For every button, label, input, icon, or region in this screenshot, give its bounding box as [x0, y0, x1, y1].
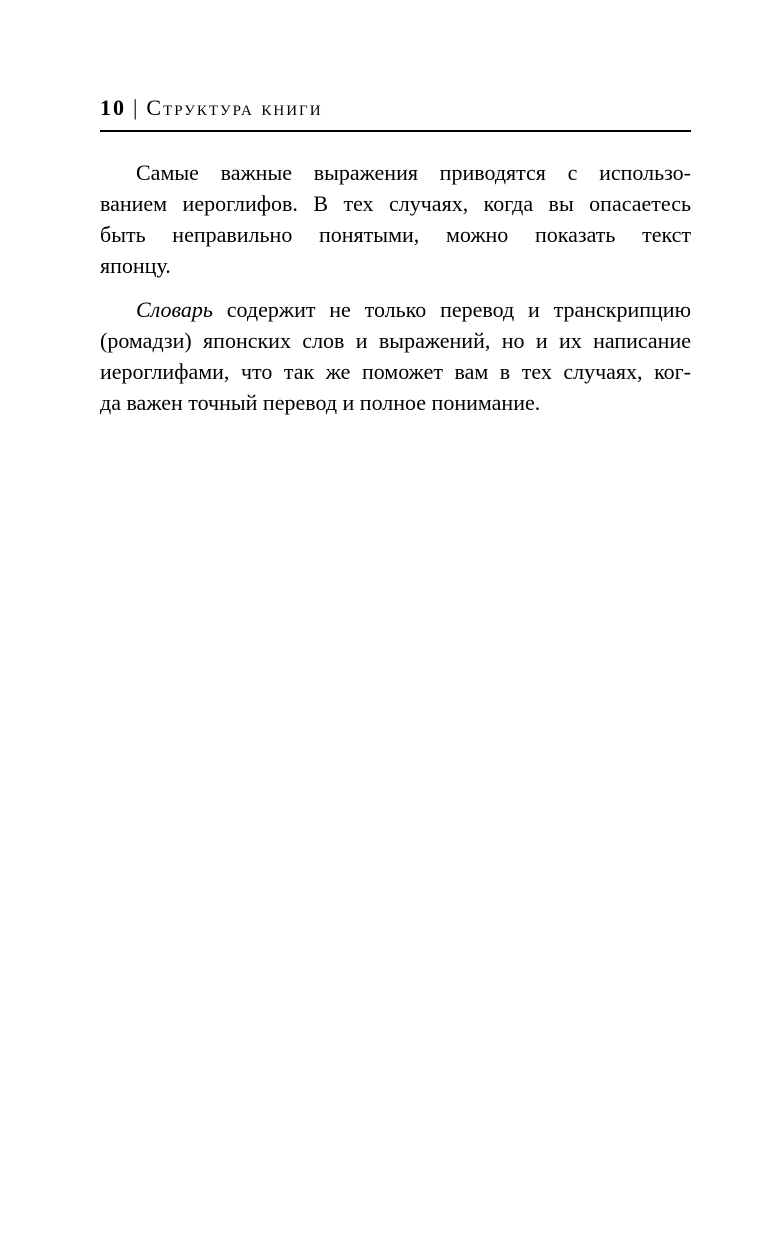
paragraph-1: [100, 157, 691, 281]
paragraph-line: иероглифами, что так же поможет вам в тех случаях, ког-: [100, 359, 691, 384]
running-header: [100, 94, 691, 122]
paragraph-line: ванием иероглифов. В тех случаях, когда вы опасаетесь: [100, 191, 691, 216]
paragraph-line-rest: содержит не только перевод и транскрипцию: [212, 297, 691, 322]
paragraph-line: быть неправильно понятыми, можно показать текст: [100, 222, 691, 247]
paragraph-line: [100, 294, 691, 325]
dictionary-term: Словарь: [136, 297, 213, 322]
paragraph-line: Самые важные выражения приводятся с использо-: [136, 160, 691, 185]
paragraph-line: японцу.: [100, 253, 171, 278]
paragraph-2: [100, 294, 691, 418]
header-rule: [100, 130, 691, 132]
header-title: Структура книги: [146, 95, 323, 120]
header-separator: |: [133, 95, 138, 120]
paragraph-line: (ромадзи) японских слов и выражений, но и их написание: [100, 328, 691, 353]
paragraph-line: да важен точный перевод и полное понимание.: [100, 390, 541, 415]
page-number: 10: [100, 95, 126, 120]
